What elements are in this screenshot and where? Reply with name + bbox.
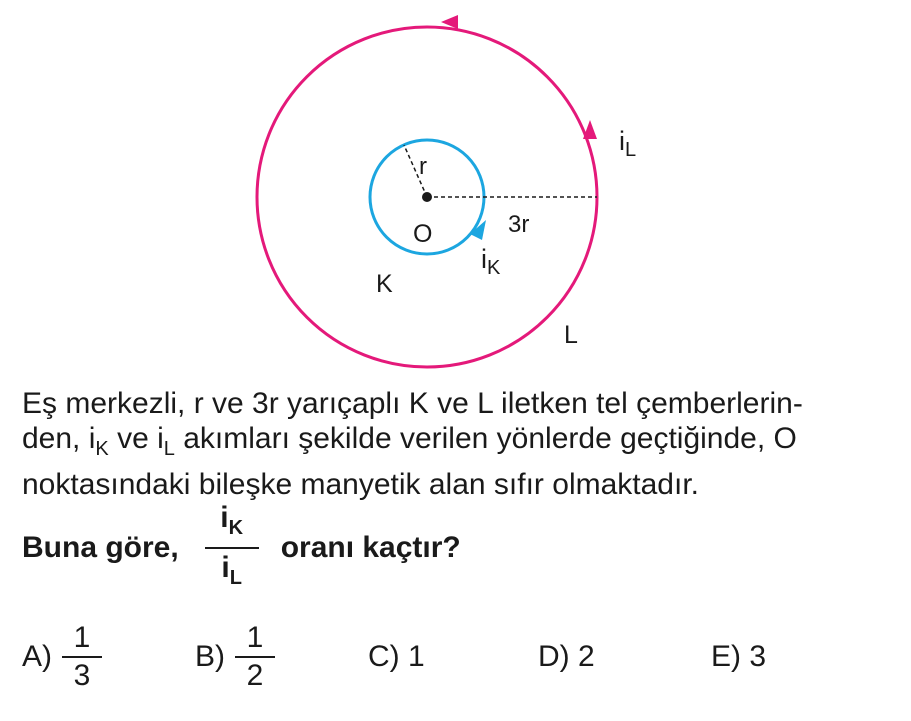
label-K: K bbox=[376, 270, 393, 298]
fraction-bar bbox=[235, 656, 275, 658]
question-line-3: noktasındaki bileşke manyetik alan sıfır olmaktadır. bbox=[22, 468, 699, 501]
choice-b-fraction bbox=[235, 622, 275, 692]
choice-e-value: 3 bbox=[749, 640, 767, 673]
outer-right-arrow bbox=[583, 120, 597, 139]
choice-e[interactable] bbox=[711, 622, 766, 692]
choice-b-letter: B) bbox=[195, 640, 225, 673]
ratio-numerator: $i_K$ bbox=[220, 501, 244, 539]
label-3r: 3r bbox=[508, 211, 530, 238]
choice-a-fraction bbox=[62, 622, 102, 692]
ratio-fraction bbox=[205, 501, 259, 595]
label-r: r bbox=[419, 153, 427, 180]
question-prompt bbox=[22, 501, 461, 589]
choice-a-letter: A) bbox=[22, 640, 52, 673]
prompt-after: oranı kaçtır? bbox=[280, 531, 461, 564]
fraction-bar bbox=[205, 547, 259, 549]
choice-a[interactable] bbox=[22, 622, 102, 692]
choice-b-denominator: 2 bbox=[246, 659, 264, 692]
choice-c[interactable] bbox=[368, 622, 425, 692]
fraction-bar bbox=[62, 656, 102, 658]
choice-d[interactable] bbox=[538, 622, 595, 692]
choice-d-letter: D) bbox=[538, 640, 570, 673]
question-text bbox=[22, 386, 892, 502]
choice-d-value: 2 bbox=[578, 640, 595, 673]
label-iL: $i_L$ bbox=[619, 126, 637, 161]
choice-a-numerator: 1 bbox=[73, 621, 91, 654]
question-line-2: den, $i_K$ ve $i_L$ akımları şekilde verilen yönlerde geçtiğinde, O bbox=[22, 422, 797, 460]
label-L: L bbox=[564, 321, 578, 349]
choice-c-letter: C) bbox=[368, 640, 400, 673]
question-line-1: Eş merkezli, r ve 3r yarıçaplı K ve L iletken tel çemberlerin- bbox=[22, 387, 803, 420]
answer-choices bbox=[0, 622, 911, 692]
label-iK: $i_K$ bbox=[481, 244, 501, 279]
ratio-denominator: $i_L$ bbox=[221, 551, 242, 589]
choice-e-letter: E) bbox=[711, 640, 741, 673]
prompt-before: Buna göre, bbox=[22, 531, 179, 564]
choice-b[interactable] bbox=[195, 622, 275, 692]
choice-c-value: 1 bbox=[408, 640, 425, 673]
choice-b-numerator: 1 bbox=[246, 621, 264, 654]
label-O: O bbox=[413, 220, 433, 248]
choice-a-denominator: 3 bbox=[73, 659, 91, 692]
